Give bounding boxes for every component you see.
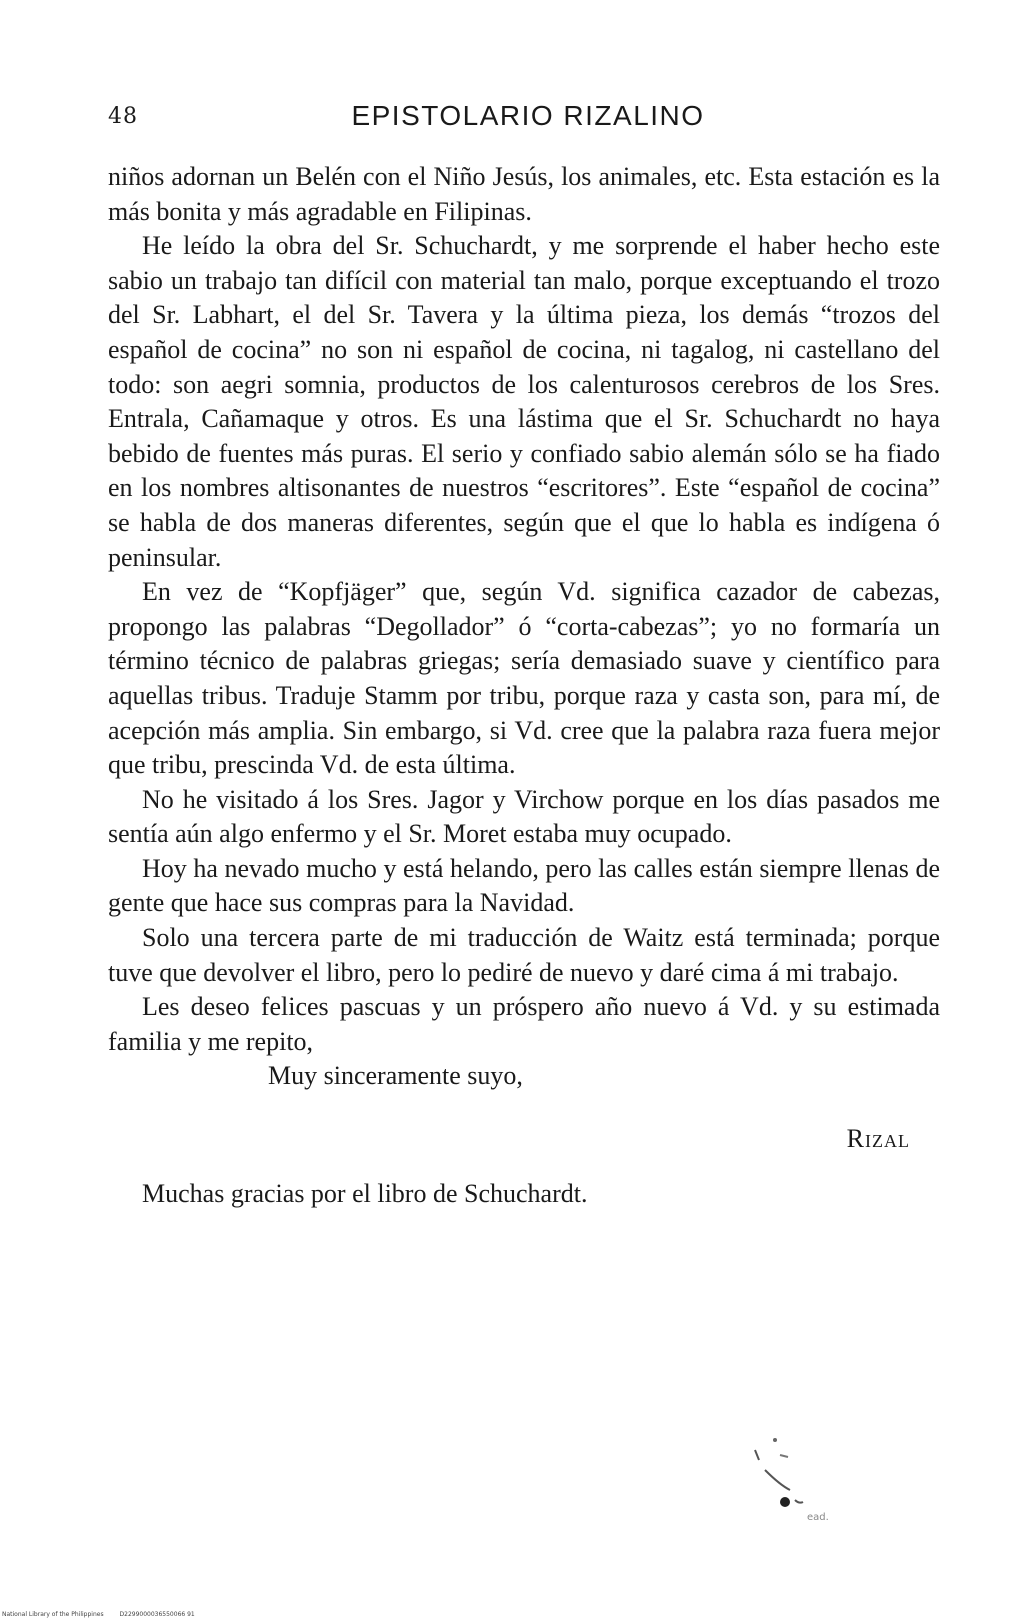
running-title: EPISTOLARIO RIZALINO [351,100,705,131]
page-header [108,100,948,136]
postscript: Muchas gracias por el libro de Schuchardt. [142,1178,588,1208]
ink-smudge-mark [745,1430,855,1540]
closing-line: Muy sinceramente suyo, [268,1061,523,1091]
paragraph: Solo una tercera parte de mi traducción de Waitz está terminada; porque tuve que devolver el libro, pero lo pediré de nuevo y daré cima á mi trabajo. [108,923,940,987]
svg-text:ead.: ead. [807,1512,829,1523]
page-number: 48 [108,104,138,129]
signature: Rizal [846,1124,910,1154]
paragraph: En vez de “Kopfjäger” que, según Vd. significa cazador de cabezas, propongo las palabras “Degollador” ó “corta-cabezas”; yo no formaría un término técnico de palabras griegas; sería demasiado suave y científico para aquellas tribus. Traduje Stamm por tribu, porque raza y casta son, para mí, de acepción más amplia. Sin embargo, si Vd. cree que la palabra raza fuera mejor que tribu, prescinda Vd. de esta última. [108,577,940,780]
footer-institution: National Library of the Philippines [2,1611,104,1618]
paragraph: Hoy ha nevado mucho y está helando, pero las calles están siempre llenas de gente que hace sus compras para la Navidad. [108,853,940,918]
footer-code: D2299000036550066 91 [119,1611,195,1618]
paragraph: Les deseo felices pascuas y un próspero año nuevo á Vd. y su estimada familia y me repito, [108,992,940,1056]
paragraph: niños adornan un Belén con el Niño Jesús, los animales, etc. Esta estación es la más bonita y más agradable en Filipinas. [108,162,940,226]
scan-footer [2,1611,209,1618]
letter-body [108,160,940,1211]
paragraph: No he visitado á los Sres. Jagor y Virchow porque en los días pasados me sentía aún algo enfermo y el Sr. Moret estaba muy ocupado. [108,784,940,849]
paragraph: He leído la obra del Sr. Schuchardt, y me sorprende el haber hecho este sabio un trabajo tan difícil con material tan malo, porque exceptuando el trozo del Sr. Labhart, el del Sr. Tavera y la última pieza, los demás “trozos del español de cocina” no son ni español de cocina, ni tagalog, ni castellano del todo: son aegri somnia, productos de los calenturosos cerebros de los Sres. Entrala, Cañamaque y otros. Es una lástima que el Sr. Schuchardt no haya bebido de fuentes más puras. El serio y confiado sabio alemán sólo se ha fiado en los nombres altisonantes de nuestros “escritores”. Este “español de cocina” se habla de dos maneras diferentes, según que el que lo habla es indígena ó peninsular. [108,231,940,572]
